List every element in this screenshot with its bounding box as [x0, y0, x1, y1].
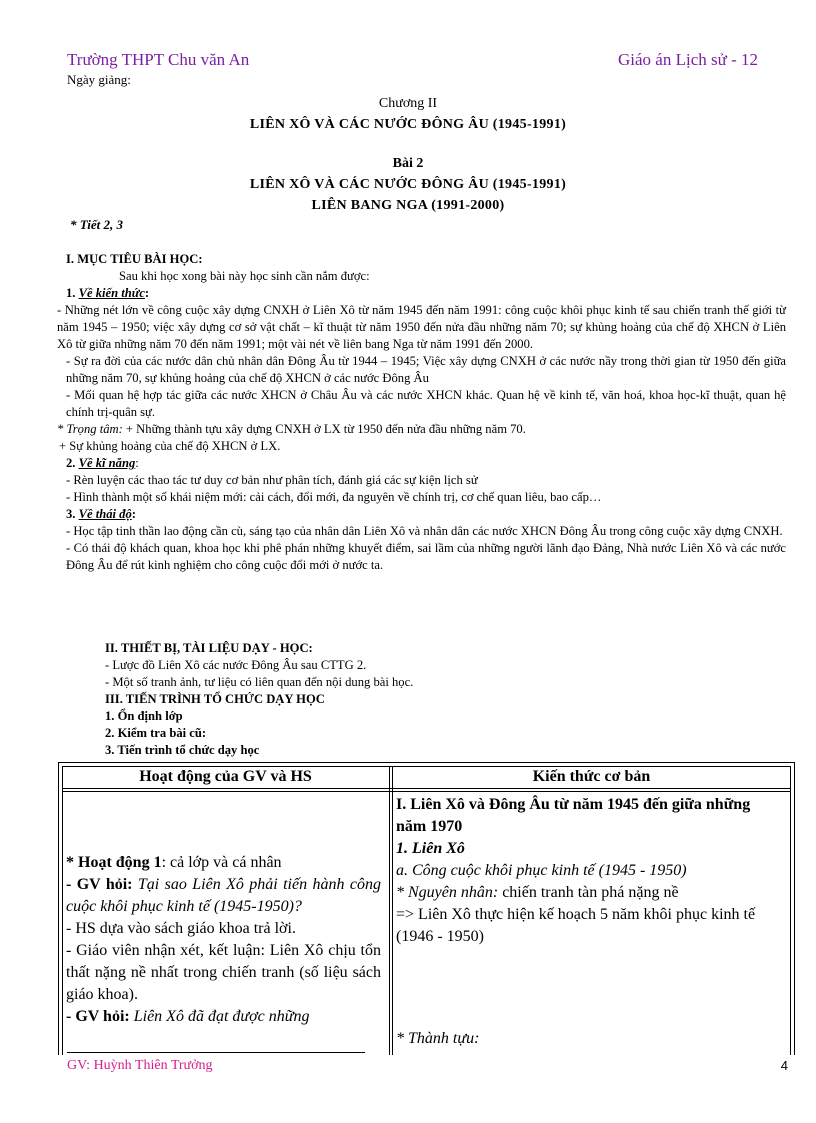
attitude-item: - Học tập tinh thần lao động cần cù, sáng tạo của nhân dân Liên Xô và nhân dân các nước XHCN Đông Âu trong công cuộc xây dựng CNXH. — [66, 524, 783, 538]
table-cell-activities — [66, 852, 381, 1028]
table-cell-knowledge — [396, 794, 781, 1047]
table-header-activities: Hoạt động của GV và HS — [139, 768, 312, 785]
footer-teacher: GV: Huỳnh Thiên Trưởng — [67, 1058, 213, 1073]
lesson-title-line-1: LIÊN XÔ VÀ CÁC NƯỚC ĐÔNG ÂU (1945-1991) — [249, 177, 567, 192]
lesson-number: Bài 2 — [392, 156, 424, 171]
process-step: 2. Kiểm tra bài cũ: — [105, 726, 207, 740]
page-number: 4 — [780, 1058, 788, 1073]
date-label: Ngày giảng: — [67, 72, 131, 87]
objectives-heading: I. MỤC TIÊU BÀI HỌC: — [66, 252, 203, 266]
attitude-item: - Có thái độ khách quan, khoa học khi phê phán những khuyết điểm, sai lầm của những người lãnh đạo Đảng, Nhà nước Liên Xô và các nước Đông Âu để rút kinh nghiệm cho công cuộc đổi mới ở nước ta. — [66, 541, 786, 572]
table-header-knowledge: Kiến thức cơ bản — [532, 768, 651, 785]
periods-label: * Tiết 2, 3 — [70, 217, 123, 232]
equipment-section — [105, 640, 413, 759]
teacher-conclusion: - Giáo viên nhận xét, kết luận: Liên Xô chịu tổn thất nặng nề nhất trong chiến tranh (số liệu sách giáo khoa). — [66, 942, 381, 1003]
process-step: 1. Ổn định lớp — [105, 709, 183, 723]
table-column-divider — [389, 766, 390, 1055]
student-answer: - HS dựa vào sách giáo khoa trả lời. — [66, 920, 296, 937]
table-header-rule — [62, 791, 791, 792]
knowledge-subheading-a: a. Công cuộc khôi phục kinh tế (1945 - 1950) — [396, 862, 687, 879]
subject-name: Giáo án Lịch sử - 12 — [618, 50, 758, 69]
chapter-number: Chương II — [378, 96, 438, 111]
knowledge-item: - Những nét lớn về công cuộc xây dựng CNXH ở Liên Xô từ năm 1945 đến năm 1991: công cuộc khôi phục kinh tế sau chiến tranh thế giới từ năm 1945 – 1950; việc xây dựng cơ sở vật chất – kĩ thuật từ năm 1950 đến nửa đầu những năm 70; sự khủng hoảng của chế độ XHCN ở Liên Xô từ giữa những năm 70 đến năm 1991; một vài nét về liên bang Nga từ năm 1991 đến 2000. — [57, 303, 786, 351]
equipment-item: - Lược đồ Liên Xô các nước Đông Âu sau CTTG 2. — [105, 658, 367, 672]
activity-line: * Hoạt động 1: cả lớp và cá nhân — [66, 854, 282, 871]
knowledge-item: - Mối quan hệ hợp tác giữa các nước XHCN ở Châu Âu và các nước XHCN khác. Quan hệ về kinh tế, văn hoá, khoa học-kĩ thuật, quan hệ chính trị-quân sự. — [66, 388, 786, 419]
result-line: => Liên Xô thực hiện kế hoạch 5 năm khôi phục kinh tế (1946 - 1950) — [396, 906, 756, 945]
process-heading: III. TIẾN TRÌNH TỔ CHỨC DẠY HỌC — [105, 692, 325, 706]
equipment-heading: II. THIẾT BỊ, TÀI LIỆU DẠY - HỌC: — [105, 641, 313, 655]
achievements-label: * Thành tựu: — [396, 1030, 480, 1047]
teacher-question: - GV hỏi: Liên Xô đã đạt được những — [66, 1008, 310, 1025]
knowledge-section-heading: I. Liên Xô và Đông Âu từ năm 1945 đến giữa những năm 1970 — [396, 796, 751, 835]
skills-item: - Hình thành một số khái niệm mới: cải cách, đổi mới, đa nguyên về chính trị, cơ chế quan liêu, bao cấp… — [66, 490, 602, 504]
knowledge-subheading: 1. Liên Xô — [396, 840, 465, 857]
skills-heading: 2. Về kĩ năng: — [66, 456, 139, 470]
focus-line: * Trọng tâm: + Những thành tựu xây dựng CNXH ở LX từ 1950 đến nửa đầu những năm 70. — [57, 422, 526, 436]
attitude-heading: 3. Về thái độ: — [66, 507, 136, 521]
skills-item: - Rèn luyện các thao tác tư duy cơ bản như phân tích, đánh giá các sự kiện lịch sử — [66, 473, 478, 487]
objectives-section — [57, 251, 786, 574]
teacher-question: - GV hỏi: Tại sao Liên Xô phải tiến hành công cuộc khôi phục kinh tế (1945-1950)? — [66, 876, 382, 915]
equipment-item: - Một số tranh ảnh, tư liệu có liên quan đến nội dung bài học. — [105, 675, 414, 689]
school-name: Trường THPT Chu văn An — [67, 50, 250, 69]
table-column-divider — [392, 766, 393, 1055]
knowledge-heading: 1. Về kiến thức: — [66, 286, 150, 300]
chapter-title: LIÊN XÔ VÀ CÁC NƯỚC ĐÔNG ÂU (1945-1991) — [249, 117, 567, 132]
cause-line: * Nguyên nhân: chiến tranh tàn phá nặng nề — [396, 884, 679, 901]
process-step: 3. Tiến trình tổ chức dạy học — [105, 743, 260, 757]
footer-rule — [67, 1052, 365, 1053]
knowledge-item: - Sự ra đời của các nước dân chủ nhân dân Đông Âu từ 1944 – 1945; Việc xây dựng CNXH ở các nước nầy trong thời gian từ 1950 đến giữa những năm 70, sự khủng hoảng của chế độ XHCN ở các nước Đông Âu — [66, 354, 786, 385]
table-header-rule — [62, 788, 791, 789]
objectives-intro: Sau khi học xong bài này học sinh cần nắm được: — [119, 269, 370, 283]
lesson-title-line-2: LIÊN BANG NGA (1991-2000) — [311, 198, 505, 213]
focus-line-2: + Sự khủng hoảng của chế độ XHCN ở LX. — [59, 439, 281, 453]
